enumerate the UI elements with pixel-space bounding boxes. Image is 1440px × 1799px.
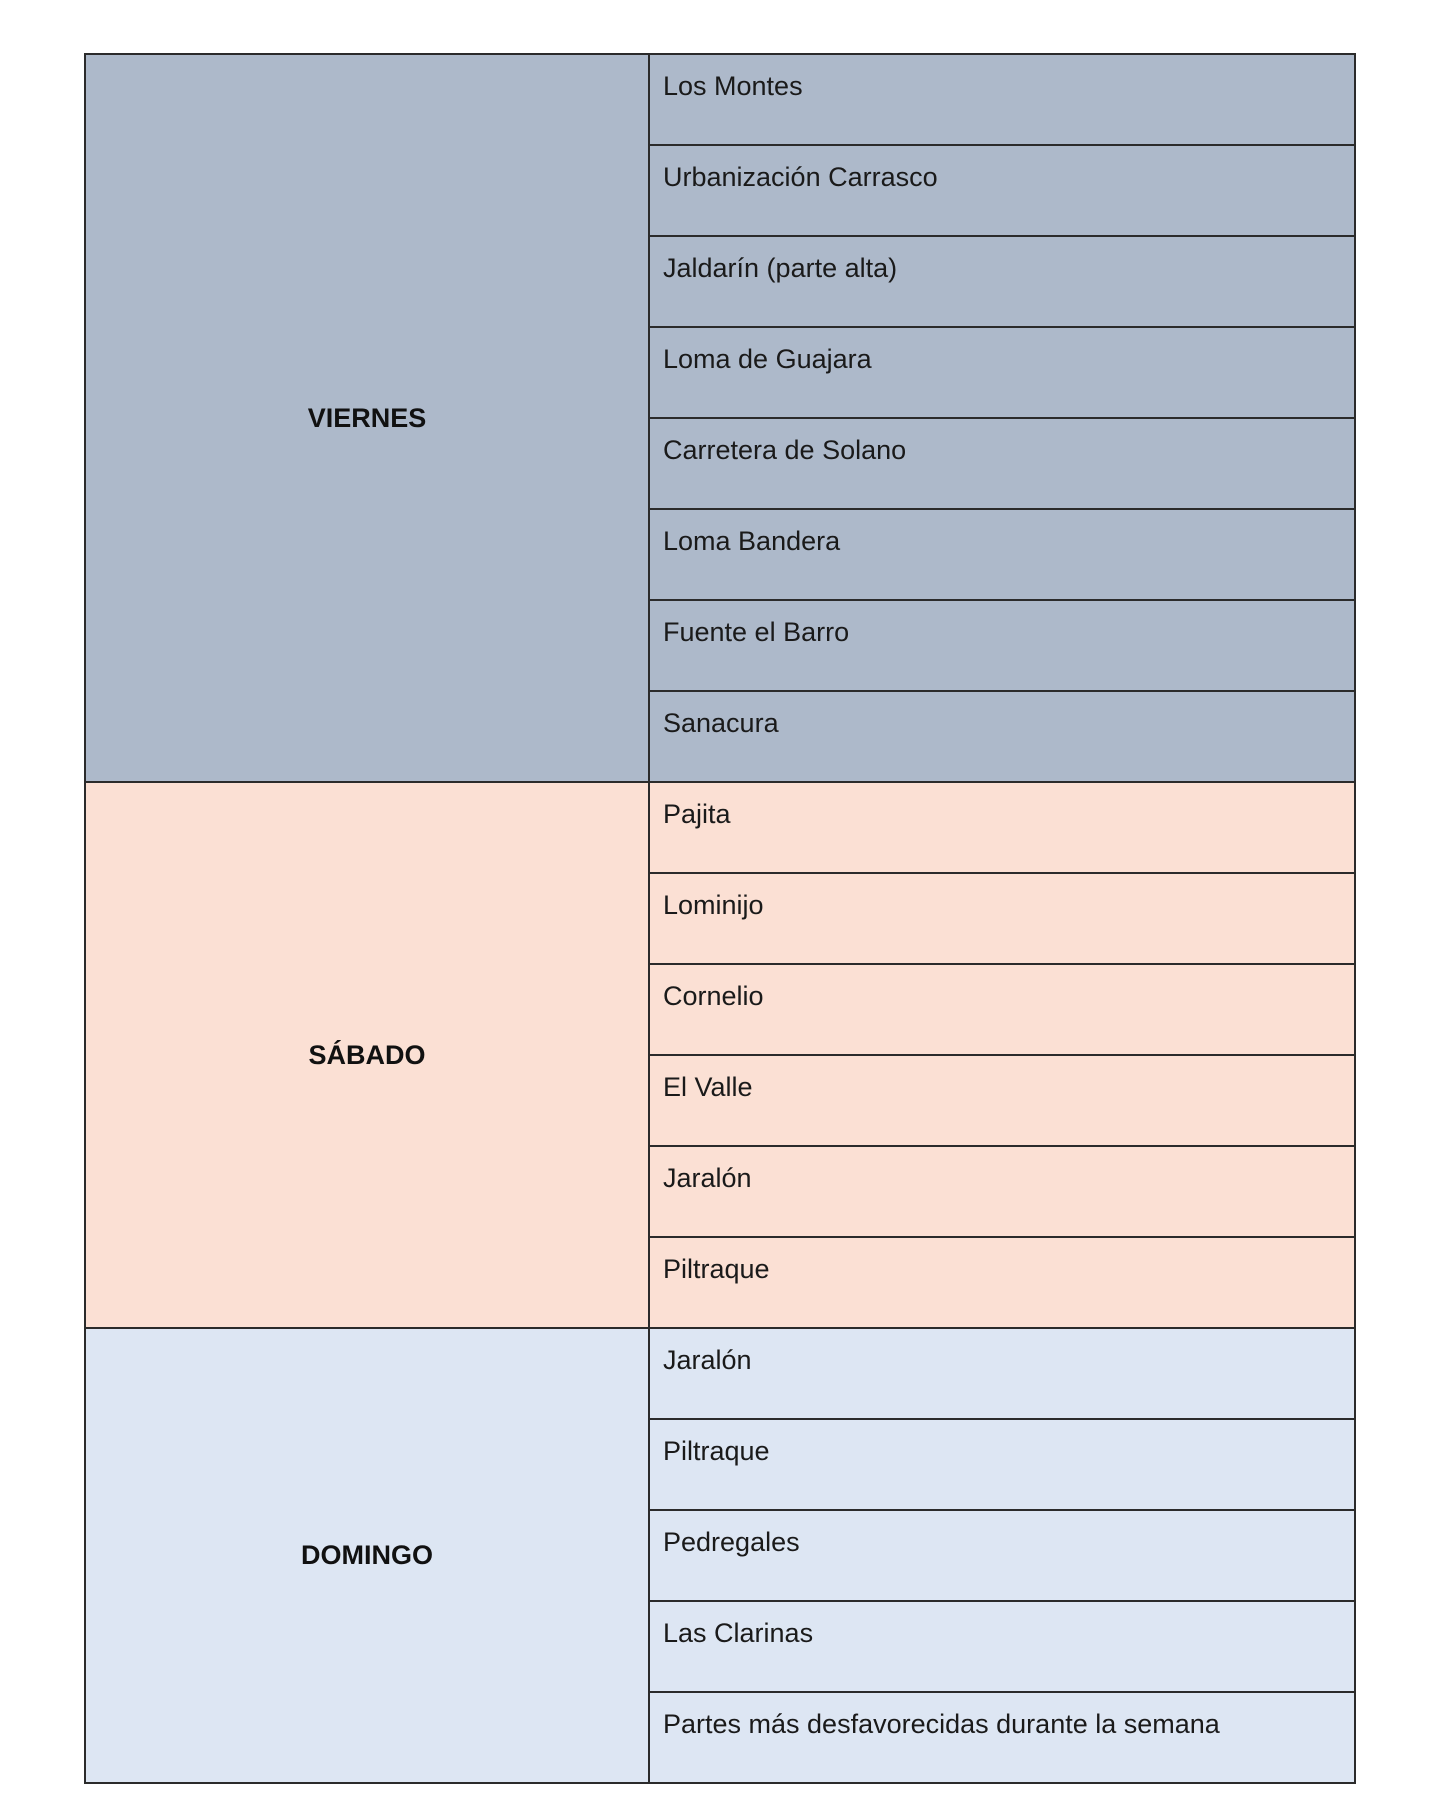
place-cell: Sanacura	[649, 691, 1355, 782]
place-cell: Lominijo	[649, 873, 1355, 964]
place-cell: El Valle	[649, 1055, 1355, 1146]
place-cell: Loma de Guajara	[649, 327, 1355, 418]
place-cell: Loma Bandera	[649, 509, 1355, 600]
table-row	[85, 782, 1355, 873]
day-cell-sabado: SÁBADO	[85, 782, 649, 1328]
day-cell-domingo: DOMINGO	[85, 1328, 649, 1783]
place-cell: Urbanización Carrasco	[649, 145, 1355, 236]
place-cell: Carretera de Solano	[649, 418, 1355, 509]
schedule-table	[84, 53, 1356, 1784]
table-row	[85, 54, 1355, 145]
place-cell: Piltraque	[649, 1237, 1355, 1328]
table-row	[85, 1328, 1355, 1419]
place-cell: Jaldarín (parte alta)	[649, 236, 1355, 327]
place-cell: Cornelio	[649, 964, 1355, 1055]
place-cell: Pajita	[649, 782, 1355, 873]
place-cell: Partes más desfavorecidas durante la semana	[649, 1692, 1355, 1783]
place-cell: Las Clarinas	[649, 1601, 1355, 1692]
place-cell: Pedregales	[649, 1510, 1355, 1601]
place-cell: Fuente el Barro	[649, 600, 1355, 691]
place-cell: Jaralón	[649, 1328, 1355, 1419]
place-cell: Jaralón	[649, 1146, 1355, 1237]
day-cell-viernes: VIERNES	[85, 54, 649, 782]
place-cell: Los Montes	[649, 54, 1355, 145]
place-cell: Piltraque	[649, 1419, 1355, 1510]
